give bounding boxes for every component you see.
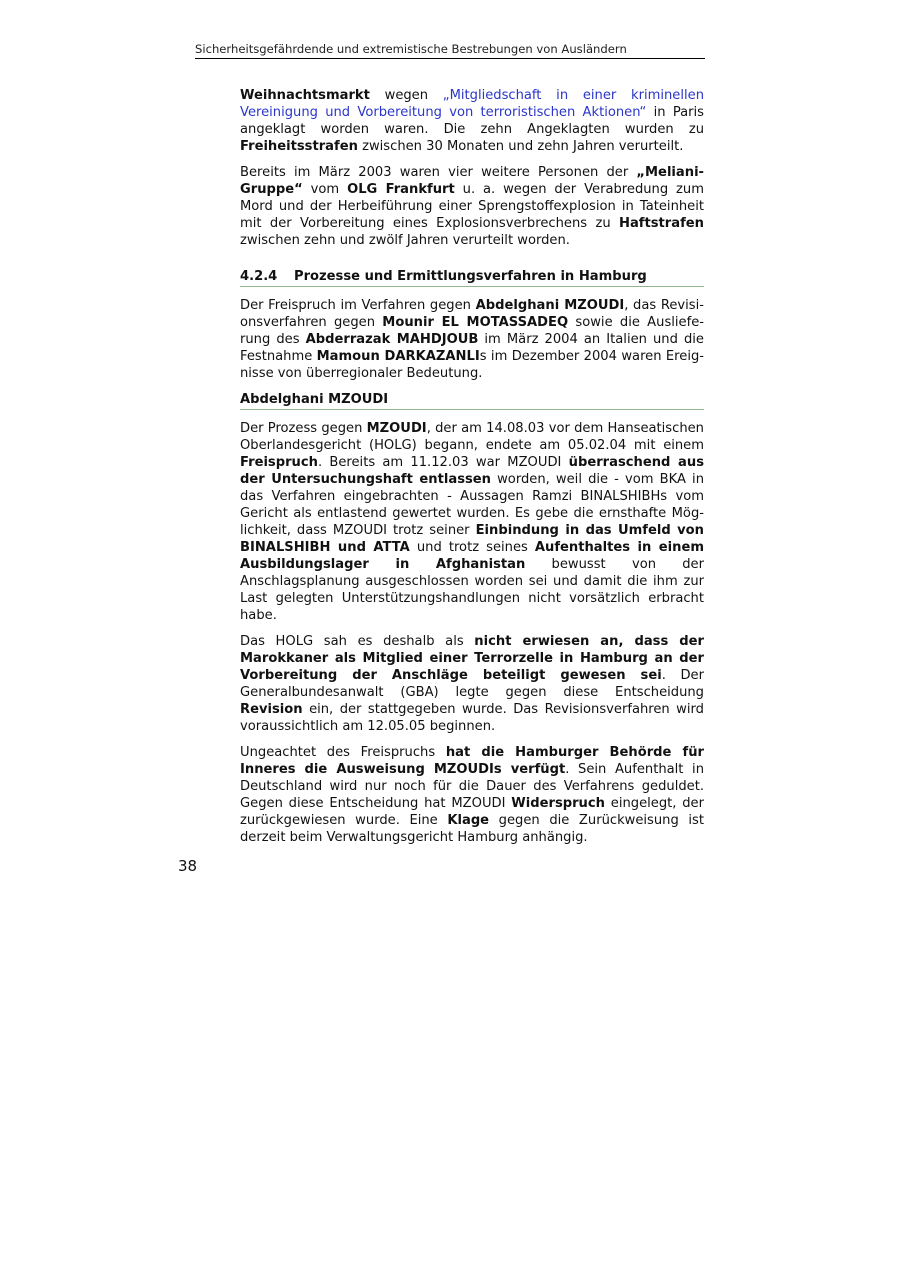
running-header: Sicherheitsgefährdende und extremistische Bestrebungen von Ausländern bbox=[195, 42, 705, 59]
text-run: vom bbox=[302, 182, 348, 197]
section-heading bbox=[240, 268, 704, 287]
text-run: Der Prozess gegen bbox=[240, 421, 367, 436]
page-number: 38 bbox=[178, 857, 198, 875]
bold-term: „Meliani-Gruppe“ bbox=[240, 165, 704, 197]
bold-term: Mamoun DARKAZANLI bbox=[316, 349, 480, 364]
text-run: eingelegt, der zurückgewiesen wurde. Eine bbox=[240, 796, 704, 828]
text-run: sowie die Auslieferung des bbox=[240, 315, 704, 347]
section-title: Prozesse und Ermittlungsverfahren in Hamburg bbox=[294, 269, 647, 284]
bold-term: MZOUDI bbox=[366, 421, 427, 436]
paragraph-meliani-gruppe bbox=[240, 164, 704, 249]
text-run: Der Freispruch im Verfahren gegen bbox=[240, 298, 476, 313]
bold-term: Revision bbox=[240, 702, 303, 717]
bold-term: Widerspruch bbox=[511, 796, 605, 811]
text-run: u. a. wegen der Verabredung zum Mord und der Herbeiführung einer Sprengstoffexplosion in Tateinheit mit der Vorbereitung eines Explosionsverbrechens zu bbox=[240, 182, 704, 231]
section-number: 4.2.4 bbox=[240, 269, 278, 284]
paragraph-weihnachtsmarkt bbox=[240, 87, 704, 155]
bold-term: Freispruch bbox=[240, 455, 318, 470]
bold-term: Klage bbox=[447, 813, 490, 828]
bold-term: Haftstrafen bbox=[619, 216, 704, 231]
text-run: wegen bbox=[369, 88, 443, 103]
text-run: zwischen zehn und zwölf Jahren verurteilt worden. bbox=[240, 233, 570, 248]
text-run: im März 2004 an Italien und die Festnahme bbox=[240, 332, 704, 364]
text-run: worden, weil die - vom BKA in das Verfahren eingebrachten - Aussagen Ramzi BINALSHIBHs vom Gericht als entlastend gewertet wurden. Es gebe die ernsthafte Möglichkeit, dass MZOUDI trotz seiner bbox=[240, 472, 704, 538]
page-body bbox=[240, 87, 704, 855]
paragraph-ausweisung bbox=[240, 744, 704, 846]
text-run: ein, der stattgegeben wurde. Das Revisionsverfahren wird voraussichtlich am 12.05.05 beginnen. bbox=[240, 702, 704, 734]
bold-term: hat die Hamburger Behörde für Inneres die Ausweisung MZOUDIs verfügt bbox=[240, 745, 704, 777]
paragraph-mzoudi-prozess bbox=[240, 420, 704, 624]
text-run: und trotz seines bbox=[409, 540, 535, 555]
text-run: . Der Generalbundesanwalt (GBA) legte gegen diese Entscheidung bbox=[240, 668, 704, 700]
bold-term: Einbindung in das Umfeld von BINALSHIBH und ATTA bbox=[240, 523, 704, 555]
text-run: Bereits im März 2003 waren vier weitere Personen der bbox=[240, 165, 637, 180]
text-run: s im Dezember 2004 waren Ereignisse von überregionaler Bedeutung. bbox=[240, 349, 705, 381]
text-run: . Sein Aufenthalt in Deutschland wird nur noch für die Dauer des Verfahrens geduldet. Gegen diese Entscheidung hat MZOUDI bbox=[240, 762, 704, 811]
subheading: Abdelghani MZOUDI bbox=[240, 391, 704, 410]
paragraph-hamburg-intro bbox=[240, 297, 704, 382]
text-run: in Paris angeklagt worden waren. Die zehn Angeklagten wurden zu bbox=[240, 105, 704, 137]
text-run: Ungeachtet des Freispruchs bbox=[240, 745, 446, 760]
bold-term: Aufenthaltes in einem Ausbildungslager in Afghanistan bbox=[240, 540, 704, 572]
bold-term: Abdelghani MZOUDI bbox=[475, 298, 625, 313]
bold-term: Weihnachtsmarkt bbox=[240, 88, 370, 103]
text-run: gegen die Zurückweisung ist derzeit beim Verwaltungsgericht Hamburg anhängig. bbox=[240, 813, 704, 845]
bold-term: Abderrazak MAHDJOUB bbox=[305, 332, 479, 347]
bold-term: nicht erwiesen an, dass der Marokkaner als Mitglied einer Terrorzelle in Hamburg an der Vorbereitung der Anschläge beteiligt gewesen sei bbox=[240, 634, 705, 683]
bold-term: Mounir EL MOTASSADEQ bbox=[382, 315, 569, 330]
text-run: , der am 14.08.03 vor dem Hanseatischen Oberlandesgericht (HOLG) begann, endete am 05.02.04 mit einem bbox=[240, 421, 704, 453]
bold-term: Freiheitsstrafen bbox=[240, 139, 358, 154]
bold-term: überraschend aus der Untersuchungshaft entlassen bbox=[240, 455, 704, 487]
bold-term: OLG Frankfurt bbox=[347, 182, 455, 197]
quoted-charge: „Mitgliedschaft in einer kriminellen Vereinigung und Vorbereitung von terroristischen Aktionen“ bbox=[240, 88, 704, 120]
text-run: . Bereits am 11.12.03 war MZOUDI bbox=[317, 455, 569, 470]
paragraph-holg-revision bbox=[240, 633, 704, 735]
text-run: Das HOLG sah es deshalb als bbox=[240, 634, 475, 649]
text-run: bewusst von der Anschlagsplanung ausgeschlossen worden sei und damit die ihm zur Last gelegten Unterstützungshandlungen nicht vorsätzlich erbracht habe. bbox=[240, 557, 704, 623]
text-run: , das Revisionsverfahren gegen bbox=[240, 298, 704, 330]
text-run: zwischen 30 Monaten und zehn Jahren verurteilt. bbox=[357, 139, 684, 154]
